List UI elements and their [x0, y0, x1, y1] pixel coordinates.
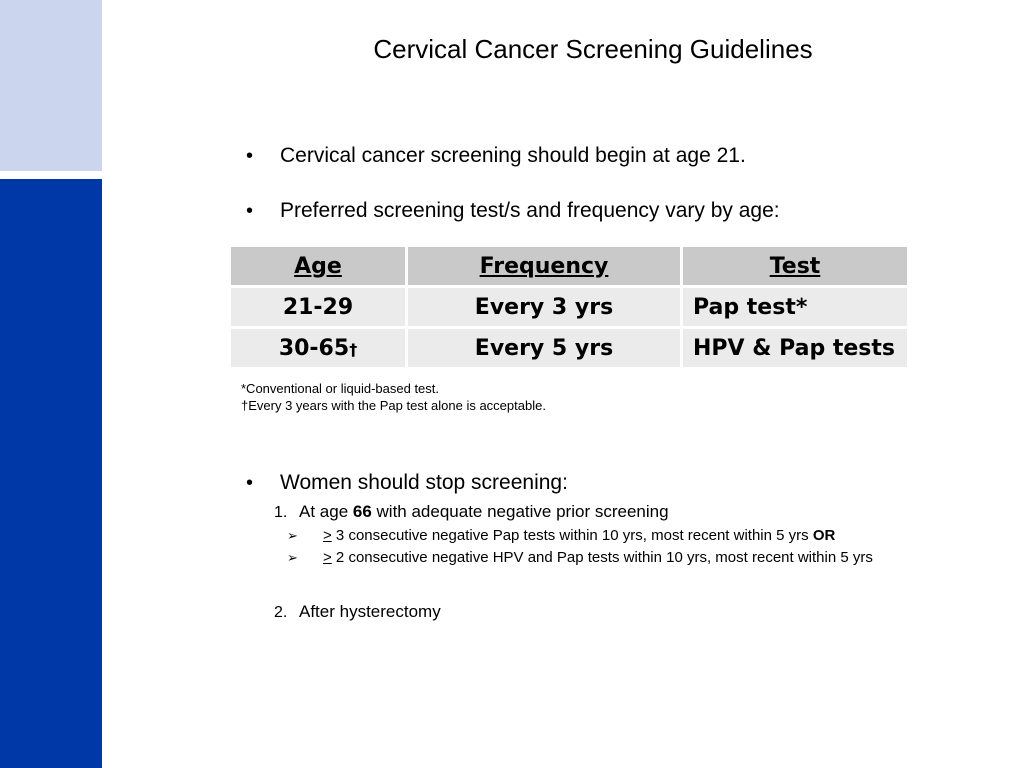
ge-symbol: > [323, 549, 332, 566]
header-test: Test [683, 247, 907, 285]
bullet-item [246, 197, 780, 225]
cell-test: Pap test* [683, 288, 907, 326]
stop-item [274, 502, 669, 522]
page-title: Cervical Cancer Screening Guidelines [373, 34, 813, 64]
cell-frequency: Every 3 yrs [408, 288, 680, 326]
sub-item [287, 527, 835, 544]
screening-table [228, 244, 910, 370]
arrow-bullet-icon: ➢ [287, 528, 298, 543]
cell-age [231, 288, 405, 326]
ge-symbol: > [323, 527, 332, 544]
sub-item-text: 2 consecutive negative HPV and Pap tests within 10 yrs, most recent within 5 yrs [331, 549, 873, 566]
cell-age [231, 329, 405, 367]
bullet-text: Preferred screening test/s and frequency vary by age: [280, 199, 780, 222]
footnote: *Conventional or liquid-based test. [241, 381, 440, 396]
footnote: †Every 3 years with the Pap test alone is acceptable. [241, 398, 546, 413]
header-frequency: Frequency [408, 247, 680, 285]
bullet-icon: • [246, 145, 254, 167]
stop-item [274, 602, 441, 622]
cell-frequency: Every 5 yrs [408, 329, 680, 367]
sub-item-bold: OR [812, 527, 836, 544]
sidebar-gap [0, 171, 102, 179]
item-text-pre: At age [299, 502, 353, 521]
item-text: After hysterectomy [299, 602, 441, 621]
table-row [231, 329, 907, 367]
age-mark: † [349, 339, 358, 359]
header-age: Age [231, 247, 405, 285]
arrow-bullet-icon: ➢ [287, 550, 298, 565]
table-footnotes [241, 380, 546, 414]
bullet-item [246, 142, 746, 170]
bullet-icon: • [246, 472, 254, 494]
bullet-text: Women should stop screening: [280, 471, 568, 494]
age-value: 30-65 [278, 335, 350, 361]
sub-item-text: 3 consecutive negative Pap tests within 10 yrs, most recent within 5 yrs [331, 527, 813, 544]
cell-test: HPV & Pap tests [683, 329, 907, 367]
sidebar-light-block [0, 0, 102, 171]
bullet-text: Cervical cancer screening should begin at age 21. [280, 144, 746, 167]
bullet-item [246, 469, 568, 497]
item-number: 1. [274, 504, 288, 521]
table-header-row [231, 247, 907, 285]
age-value: 21-29 [282, 294, 354, 320]
item-number: 2. [274, 604, 288, 621]
sidebar-dark-block [0, 179, 102, 768]
table-row [231, 288, 907, 326]
item-text-bold: 66 [352, 502, 372, 521]
sub-item [287, 549, 873, 566]
item-text-post: with adequate negative prior screening [371, 502, 669, 521]
bullet-icon: • [246, 200, 254, 222]
